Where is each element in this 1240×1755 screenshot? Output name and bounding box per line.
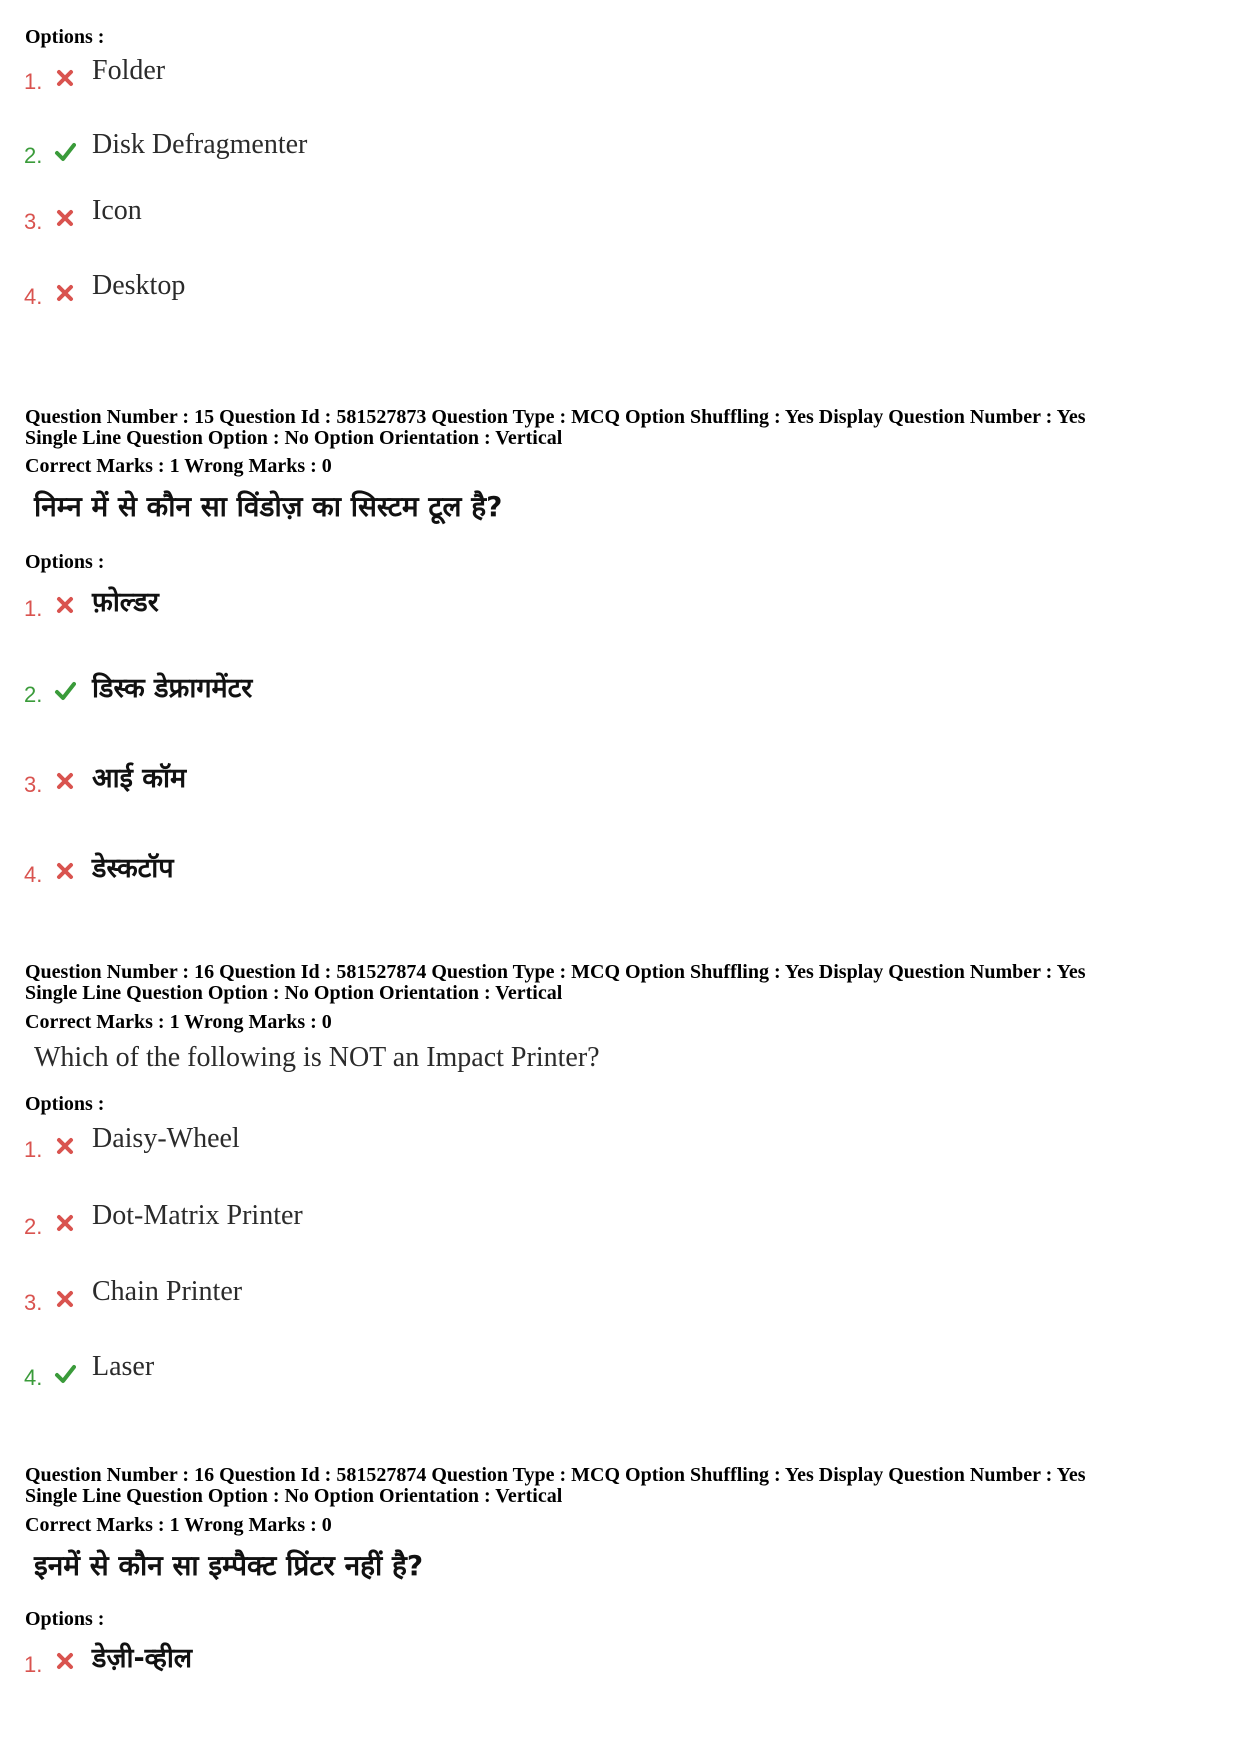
option-item — [24, 848, 824, 888]
cross-icon — [54, 770, 76, 792]
option-text: Disk Defragmenter — [92, 129, 308, 160]
question-meta-line1: Question Number : 16 Question Id : 581527874 Question Type : MCQ Option Shuffling : Yes Display Question Number : Yes — [25, 961, 1086, 983]
option-number: 2. — [24, 1214, 43, 1239]
question-text: निम्न में से कौन सा विंडोज़ का सिस्टम टूल है? — [34, 490, 503, 523]
cross-icon — [54, 282, 76, 304]
question-marks: Correct Marks : 1 Wrong Marks : 0 — [25, 1011, 332, 1033]
option-number: 2. — [24, 682, 43, 707]
cross-icon — [54, 1650, 76, 1672]
option-item — [24, 129, 824, 169]
cross-icon — [54, 594, 76, 616]
option-number: 3. — [24, 209, 43, 234]
option-item — [24, 758, 824, 798]
option-text: फ़ोल्डर — [92, 587, 159, 618]
question-meta-line2: Single Line Question Option : No Option Orientation : Vertical — [25, 982, 563, 1004]
option-item — [24, 1638, 824, 1678]
option-number: 3. — [24, 1290, 43, 1315]
option-text: Chain Printer — [92, 1276, 243, 1307]
cross-icon — [54, 860, 76, 882]
option-text: डेस्कटॉप — [92, 853, 174, 884]
question-meta-line1: Question Number : 15 Question Id : 581527873 Question Type : MCQ Option Shuffling : Yes Display Question Number : Yes — [25, 406, 1086, 428]
option-item — [24, 195, 824, 235]
option-number: 1. — [24, 69, 43, 94]
question-meta-line2: Single Line Question Option : No Option Orientation : Vertical — [25, 427, 563, 449]
question-text: इनमें से कौन सा इम्पैक्ट प्रिंटर नहीं है? — [34, 1549, 424, 1582]
check-icon — [54, 680, 76, 702]
check-icon — [54, 141, 76, 163]
option-text: Folder — [92, 55, 166, 86]
options-label: Options : — [25, 551, 105, 573]
options-label: Options : — [25, 26, 105, 48]
cross-icon — [54, 1288, 76, 1310]
option-number: 1. — [24, 1137, 43, 1162]
question-text: Which of the following is NOT an Impact Printer? — [34, 1042, 600, 1073]
cross-icon — [54, 1135, 76, 1157]
option-item — [24, 668, 824, 708]
option-number: 4. — [24, 284, 43, 309]
option-number: 3. — [24, 772, 43, 797]
question-marks: Correct Marks : 1 Wrong Marks : 0 — [25, 1514, 332, 1536]
question-meta-line1: Question Number : 16 Question Id : 581527874 Question Type : MCQ Option Shuffling : Yes Display Question Number : Yes — [25, 1464, 1086, 1486]
option-number: 1. — [24, 596, 43, 621]
option-item — [24, 1200, 824, 1240]
option-text: डिस्क डेफ्रागमेंटर — [92, 673, 253, 704]
option-text: डेज़ी-व्हील — [92, 1643, 193, 1674]
option-item — [24, 1276, 824, 1316]
option-text: Daisy-Wheel — [92, 1123, 240, 1154]
options-label: Options : — [25, 1608, 105, 1630]
option-number: 2. — [24, 143, 43, 168]
option-text: Desktop — [92, 270, 186, 301]
option-number: 1. — [24, 1652, 43, 1677]
question-meta-line2: Single Line Question Option : No Option Orientation : Vertical — [25, 1485, 563, 1507]
option-item — [24, 582, 824, 622]
option-text: Laser — [92, 1351, 155, 1382]
check-icon — [54, 1363, 76, 1385]
option-item — [24, 1123, 824, 1163]
option-item — [24, 1351, 824, 1391]
option-number: 4. — [24, 862, 43, 887]
options-label: Options : — [25, 1093, 105, 1115]
option-item — [24, 270, 824, 310]
option-number: 4. — [24, 1365, 43, 1390]
option-text: Dot-Matrix Printer — [92, 1200, 303, 1231]
option-item — [24, 55, 824, 95]
option-text: आई कॉम — [92, 763, 187, 794]
option-text: Icon — [92, 195, 142, 226]
cross-icon — [54, 67, 76, 89]
cross-icon — [54, 207, 76, 229]
question-marks: Correct Marks : 1 Wrong Marks : 0 — [25, 455, 332, 477]
cross-icon — [54, 1212, 76, 1234]
